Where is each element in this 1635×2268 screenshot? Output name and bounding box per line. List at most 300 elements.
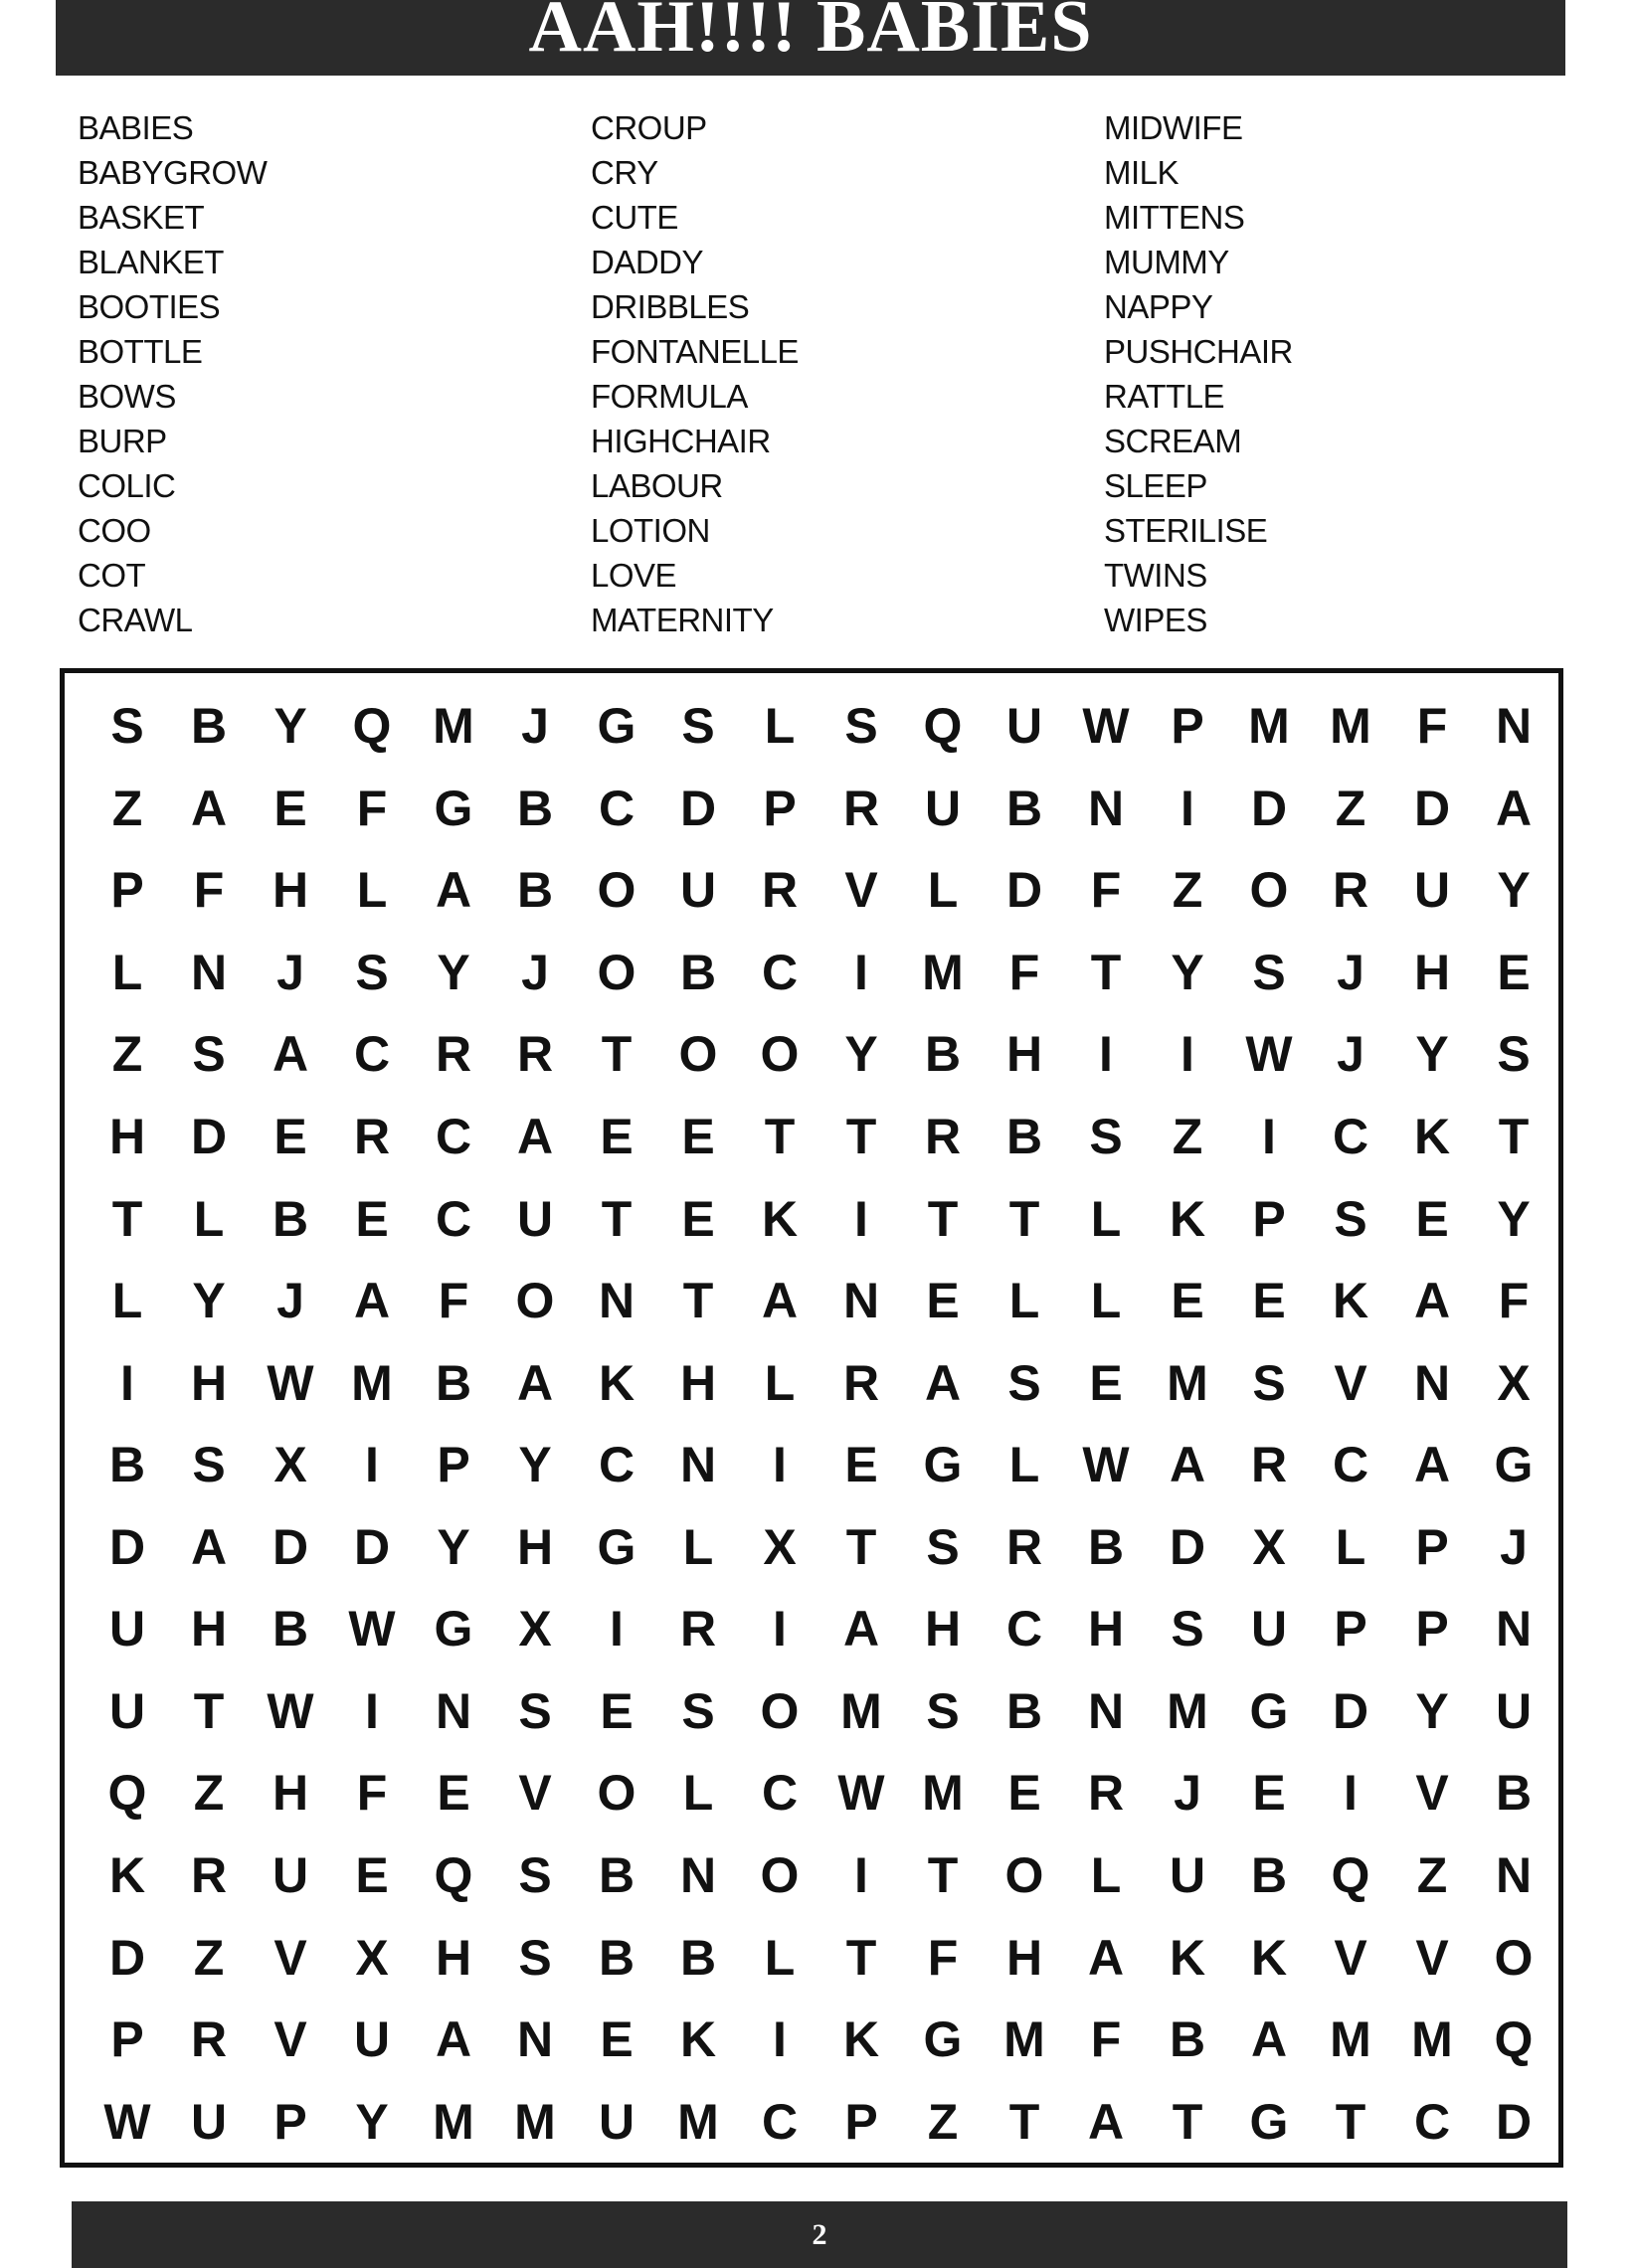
grid-letter[interactable]: H	[679, 1354, 717, 1411]
grid-letter[interactable]: M	[1003, 2011, 1045, 2068]
grid-letter[interactable]: H	[1005, 1026, 1043, 1083]
grid-letter[interactable]: A	[190, 1518, 228, 1575]
grid-letter[interactable]: A	[272, 1026, 309, 1083]
grid-letter[interactable]: O	[1494, 1929, 1534, 1986]
grid-letter[interactable]: B	[1250, 1847, 1288, 1904]
grid-letter[interactable]: B	[190, 698, 228, 755]
grid-letter[interactable]: K	[679, 2011, 717, 2068]
grid-letter[interactable]: C	[761, 2093, 799, 2150]
grid-letter[interactable]: L	[927, 862, 959, 919]
grid-letter[interactable]: Q	[923, 698, 963, 755]
grid-letter[interactable]: T	[1498, 1109, 1530, 1165]
grid-letter[interactable]: S	[926, 1682, 960, 1739]
grid-letter[interactable]: C	[353, 1026, 391, 1083]
grid-letter[interactable]: M	[677, 2093, 719, 2150]
grid-letter[interactable]: T	[845, 1929, 877, 1986]
grid-letter[interactable]: B	[108, 1437, 146, 1493]
grid-letter[interactable]: Z	[193, 1929, 225, 1986]
grid-letter[interactable]: B	[516, 780, 554, 836]
grid-letter[interactable]: H	[1087, 1601, 1125, 1657]
grid-letter[interactable]: S	[1334, 1190, 1367, 1247]
grid-letter[interactable]: U	[108, 1601, 146, 1657]
grid-letter[interactable]: D	[1005, 862, 1043, 919]
grid-letter[interactable]: G	[923, 1437, 963, 1493]
grid-letter[interactable]: O	[1004, 1847, 1044, 1904]
grid-letter[interactable]: W	[837, 1765, 885, 1822]
grid-letter[interactable]: I	[854, 1190, 868, 1247]
grid-letter[interactable]: Y	[1497, 862, 1531, 919]
grid-letter[interactable]: L	[1090, 1190, 1122, 1247]
grid-letter[interactable]: O	[597, 1765, 636, 1822]
grid-letter[interactable]: L	[682, 1765, 714, 1822]
grid-letter[interactable]: M	[433, 698, 474, 755]
grid-letter[interactable]: Y	[1171, 944, 1204, 1000]
grid-letter[interactable]: T	[601, 1190, 633, 1247]
grid-letter[interactable]: D	[272, 1518, 309, 1575]
grid-letter[interactable]: A	[190, 780, 228, 836]
grid-letter[interactable]: F	[193, 862, 225, 919]
grid-letter[interactable]: D	[190, 1109, 228, 1165]
grid-letter[interactable]: I	[1181, 780, 1194, 836]
grid-letter[interactable]: Z	[927, 2093, 959, 2150]
grid-letter[interactable]: Y	[844, 1026, 878, 1083]
grid-letter[interactable]: U	[1495, 1682, 1533, 1739]
grid-letter[interactable]: Y	[1497, 1190, 1531, 1247]
grid-letter[interactable]: E	[273, 780, 307, 836]
grid-letter[interactable]: I	[1181, 1026, 1194, 1083]
grid-letter[interactable]: L	[1090, 1273, 1122, 1329]
grid-letter[interactable]: B	[1087, 1518, 1125, 1575]
grid-letter[interactable]: V	[273, 1929, 307, 1986]
grid-letter[interactable]: R	[516, 1026, 554, 1083]
grid-letter[interactable]: S	[192, 1026, 226, 1083]
grid-letter[interactable]: Y	[355, 2093, 389, 2150]
grid-letter[interactable]: E	[1497, 944, 1531, 1000]
grid-letter[interactable]: J	[521, 698, 549, 755]
grid-letter[interactable]: B	[272, 1190, 309, 1247]
grid-letter[interactable]: P	[1334, 1601, 1367, 1657]
grid-letter[interactable]: M	[1248, 698, 1290, 755]
grid-letter[interactable]: Y	[1415, 1682, 1449, 1739]
grid-letter[interactable]: O	[678, 1026, 718, 1083]
grid-letter[interactable]: T	[601, 1026, 633, 1083]
grid-letter[interactable]: O	[760, 1847, 800, 1904]
grid-letter[interactable]: A	[1250, 2011, 1288, 2068]
grid-letter[interactable]: M	[1330, 2011, 1371, 2068]
grid-letter[interactable]: Q	[434, 1847, 473, 1904]
grid-letter[interactable]: C	[598, 780, 636, 836]
grid-letter[interactable]: J	[521, 944, 549, 1000]
grid-letter[interactable]: E	[1252, 1273, 1286, 1329]
grid-letter[interactable]: B	[1495, 1765, 1533, 1822]
grid-letter[interactable]: I	[854, 944, 868, 1000]
grid-letter[interactable]: E	[1089, 1354, 1123, 1411]
grid-letter[interactable]: G	[434, 780, 473, 836]
grid-letter[interactable]: D	[1169, 1518, 1206, 1575]
grid-letter[interactable]: K	[1332, 1273, 1369, 1329]
grid-letter[interactable]: B	[598, 1929, 636, 1986]
grid-letter[interactable]: Z	[111, 780, 143, 836]
grid-letter[interactable]: I	[365, 1437, 379, 1493]
grid-letter[interactable]: X	[1252, 1518, 1286, 1575]
grid-letter[interactable]: L	[1008, 1437, 1040, 1493]
grid-letter[interactable]: B	[435, 1354, 472, 1411]
grid-letter[interactable]: A	[842, 1601, 880, 1657]
grid-letter[interactable]: S	[1497, 1026, 1531, 1083]
grid-letter[interactable]: L	[1335, 1518, 1366, 1575]
grid-letter[interactable]: G	[1494, 1437, 1534, 1493]
grid-letter[interactable]: E	[437, 1765, 470, 1822]
grid-letter[interactable]: Y	[518, 1437, 552, 1493]
grid-letter[interactable]: A	[1413, 1273, 1451, 1329]
grid-letter[interactable]: E	[1415, 1190, 1449, 1247]
grid-letter[interactable]: N	[1495, 1847, 1533, 1904]
grid-letter[interactable]: J	[1174, 1765, 1201, 1822]
grid-letter[interactable]: R	[1005, 1518, 1043, 1575]
grid-letter[interactable]: M	[1167, 1682, 1208, 1739]
grid-letter[interactable]: S	[518, 1682, 552, 1739]
grid-letter[interactable]: Q	[1494, 2011, 1534, 2068]
grid-letter[interactable]: N	[1413, 1354, 1451, 1411]
grid-letter[interactable]: K	[1169, 1190, 1206, 1247]
grid-letter[interactable]: D	[1332, 1682, 1369, 1739]
grid-letter[interactable]: T	[764, 1109, 796, 1165]
grid-letter[interactable]: K	[1169, 1929, 1206, 1986]
grid-letter[interactable]: H	[924, 1601, 962, 1657]
grid-letter[interactable]: E	[355, 1847, 389, 1904]
grid-letter[interactable]: R	[435, 1026, 472, 1083]
grid-letter[interactable]: R	[1087, 1765, 1125, 1822]
grid-letter[interactable]: T	[682, 1273, 714, 1329]
grid-letter[interactable]: A	[1087, 1929, 1125, 1986]
grid-letter[interactable]: I	[1344, 1765, 1358, 1822]
grid-letter[interactable]: W	[103, 2093, 151, 2150]
grid-letter[interactable]: W	[348, 1601, 396, 1657]
grid-letter[interactable]: R	[761, 862, 799, 919]
grid-letter[interactable]: B	[598, 1847, 636, 1904]
grid-letter[interactable]: B	[679, 944, 717, 1000]
grid-letter[interactable]: T	[1172, 2093, 1203, 2150]
grid-letter[interactable]: G	[1249, 2093, 1289, 2150]
grid-letter[interactable]: S	[192, 1437, 226, 1493]
grid-letter[interactable]: E	[844, 1437, 878, 1493]
grid-letter[interactable]: X	[763, 1518, 797, 1575]
grid-letter[interactable]: I	[773, 2011, 787, 2068]
grid-letter[interactable]: Z	[1172, 862, 1203, 919]
grid-letter[interactable]: I	[365, 1682, 379, 1739]
grid-letter[interactable]: M	[922, 1765, 964, 1822]
grid-letter[interactable]: N	[679, 1437, 717, 1493]
grid-letter[interactable]: P	[1171, 698, 1204, 755]
grid-letter[interactable]: W	[1245, 1026, 1293, 1083]
grid-letter[interactable]: F	[927, 1929, 959, 1986]
grid-letter[interactable]: M	[1330, 698, 1371, 755]
grid-letter[interactable]: H	[435, 1929, 472, 1986]
grid-letter[interactable]: M	[351, 1354, 393, 1411]
grid-letter[interactable]: S	[110, 698, 144, 755]
grid-letter[interactable]: L	[764, 1929, 796, 1986]
grid-letter[interactable]: C	[435, 1109, 472, 1165]
grid-letter[interactable]: E	[681, 1109, 715, 1165]
grid-letter[interactable]: B	[679, 1929, 717, 1986]
grid-letter[interactable]: S	[355, 944, 389, 1000]
grid-letter[interactable]: T	[1008, 1190, 1040, 1247]
grid-letter[interactable]: S	[844, 698, 878, 755]
grid-letter[interactable]: L	[682, 1518, 714, 1575]
grid-letter[interactable]: T	[193, 1682, 225, 1739]
grid-letter[interactable]: H	[272, 1765, 309, 1822]
grid-letter[interactable]: R	[842, 780, 880, 836]
grid-letter[interactable]: L	[764, 1354, 796, 1411]
grid-letter[interactable]: A	[435, 862, 472, 919]
grid-letter[interactable]: E	[926, 1273, 960, 1329]
grid-letter[interactable]: S	[926, 1518, 960, 1575]
grid-letter[interactable]: B	[1005, 780, 1043, 836]
grid-letter[interactable]: L	[1090, 1847, 1122, 1904]
grid-letter[interactable]: D	[108, 1518, 146, 1575]
grid-letter[interactable]: F	[356, 1765, 388, 1822]
grid-letter[interactable]: Y	[192, 1273, 226, 1329]
grid-letter[interactable]: U	[679, 862, 717, 919]
grid-letter[interactable]: P	[1415, 1601, 1449, 1657]
grid-letter[interactable]: I	[1099, 1026, 1113, 1083]
grid-letter[interactable]: S	[681, 1682, 715, 1739]
grid-letter[interactable]: H	[1005, 1929, 1043, 1986]
grid-letter[interactable]: H	[190, 1601, 228, 1657]
grid-letter[interactable]: W	[1082, 1437, 1130, 1493]
grid-letter[interactable]: V	[1334, 1929, 1367, 1986]
grid-letter[interactable]: A	[516, 1354, 554, 1411]
grid-letter[interactable]: D	[353, 1518, 391, 1575]
grid-letter[interactable]: K	[1413, 1109, 1451, 1165]
grid-letter[interactable]: J	[1337, 944, 1364, 1000]
grid-letter[interactable]: V	[518, 1765, 552, 1822]
grid-letter[interactable]: J	[276, 1273, 304, 1329]
grid-letter[interactable]: I	[610, 1601, 624, 1657]
grid-letter[interactable]: F	[1008, 944, 1040, 1000]
grid-letter[interactable]: Z	[1416, 1847, 1448, 1904]
grid-letter[interactable]: E	[355, 1190, 389, 1247]
grid-letter[interactable]: L	[111, 1273, 143, 1329]
grid-letter[interactable]: V	[1415, 1929, 1449, 1986]
grid-letter[interactable]: P	[273, 2093, 307, 2150]
grid-letter[interactable]: K	[108, 1847, 146, 1904]
grid-letter[interactable]: N	[516, 2011, 554, 2068]
grid-letter[interactable]: Y	[437, 944, 470, 1000]
grid-letter[interactable]: E	[681, 1190, 715, 1247]
grid-letter[interactable]: I	[773, 1601, 787, 1657]
grid-letter[interactable]: I	[1262, 1109, 1276, 1165]
grid-letter[interactable]: M	[1167, 1354, 1208, 1411]
grid-letter[interactable]: B	[1005, 1682, 1043, 1739]
grid-letter[interactable]: U	[598, 2093, 636, 2150]
grid-letter[interactable]: M	[1411, 2011, 1453, 2068]
grid-letter[interactable]: N	[842, 1273, 880, 1329]
grid-letter[interactable]: A	[924, 1354, 962, 1411]
grid-letter[interactable]: T	[1335, 2093, 1366, 2150]
grid-letter[interactable]: O	[597, 862, 636, 919]
grid-letter[interactable]: V	[1334, 1354, 1367, 1411]
grid-letter[interactable]: M	[840, 1682, 882, 1739]
grid-letter[interactable]: L	[356, 862, 388, 919]
grid-letter[interactable]: I	[120, 1354, 134, 1411]
grid-letter[interactable]: U	[353, 2011, 391, 2068]
grid-letter[interactable]: L	[764, 698, 796, 755]
grid-letter[interactable]: Q	[1331, 1847, 1370, 1904]
grid-letter[interactable]: K	[1250, 1929, 1288, 1986]
grid-letter[interactable]: N	[1087, 1682, 1125, 1739]
grid-letter[interactable]: F	[438, 1273, 469, 1329]
grid-letter[interactable]: O	[515, 1273, 555, 1329]
grid-letter[interactable]: V	[844, 862, 878, 919]
grid-letter[interactable]: T	[111, 1190, 143, 1247]
grid-letter[interactable]: U	[272, 1847, 309, 1904]
grid-letter[interactable]: E	[600, 1682, 634, 1739]
grid-letter[interactable]: R	[1332, 862, 1369, 919]
grid-letter[interactable]: C	[761, 944, 799, 1000]
grid-letter[interactable]: E	[273, 1109, 307, 1165]
grid-letter[interactable]: P	[1252, 1190, 1286, 1247]
grid-letter[interactable]: Q	[352, 698, 392, 755]
grid-letter[interactable]: P	[763, 780, 797, 836]
grid-letter[interactable]: P	[844, 2093, 878, 2150]
grid-letter[interactable]: G	[434, 1601, 473, 1657]
grid-letter[interactable]: S	[681, 698, 715, 755]
grid-letter[interactable]: M	[433, 2093, 474, 2150]
grid-letter[interactable]: C	[598, 1437, 636, 1493]
grid-letter[interactable]: P	[437, 1437, 470, 1493]
grid-letter[interactable]: T	[1008, 2093, 1040, 2150]
grid-letter[interactable]: W	[267, 1354, 314, 1411]
grid-letter[interactable]: D	[1413, 780, 1451, 836]
grid-letter[interactable]: E	[600, 2011, 634, 2068]
grid-letter[interactable]: H	[272, 862, 309, 919]
grid-letter[interactable]: A	[1413, 1437, 1451, 1493]
grid-letter[interactable]: U	[1169, 1847, 1206, 1904]
grid-letter[interactable]: A	[761, 1273, 799, 1329]
grid-letter[interactable]: F	[356, 780, 388, 836]
grid-letter[interactable]: A	[353, 1273, 391, 1329]
grid-letter[interactable]: L	[1008, 1273, 1040, 1329]
grid-letter[interactable]: O	[760, 1682, 800, 1739]
grid-letter[interactable]: E	[600, 1109, 634, 1165]
grid-letter[interactable]: C	[1332, 1109, 1369, 1165]
grid-letter[interactable]: O	[1249, 862, 1289, 919]
grid-letter[interactable]: R	[1250, 1437, 1288, 1493]
grid-letter[interactable]: N	[1495, 698, 1533, 755]
grid-letter[interactable]: B	[1005, 1109, 1043, 1165]
grid-letter[interactable]: C	[1332, 1437, 1369, 1493]
grid-letter[interactable]: Z	[111, 1026, 143, 1083]
grid-letter[interactable]: Y	[1415, 1026, 1449, 1083]
grid-letter[interactable]: U	[108, 1682, 146, 1739]
grid-letter[interactable]: U	[1005, 698, 1043, 755]
grid-letter[interactable]: V	[273, 2011, 307, 2068]
grid-letter[interactable]: S	[1089, 1109, 1123, 1165]
grid-letter[interactable]: X	[273, 1437, 307, 1493]
grid-letter[interactable]: A	[1087, 2093, 1125, 2150]
grid-letter[interactable]: F	[1090, 2011, 1122, 2068]
grid-letter[interactable]: F	[1090, 862, 1122, 919]
grid-letter[interactable]: N	[435, 1682, 472, 1739]
grid-letter[interactable]: N	[1087, 780, 1125, 836]
grid-letter[interactable]: P	[110, 862, 144, 919]
grid-letter[interactable]: S	[1007, 1354, 1041, 1411]
grid-letter[interactable]: J	[276, 944, 304, 1000]
grid-letter[interactable]: B	[516, 862, 554, 919]
grid-letter[interactable]: G	[597, 1518, 636, 1575]
grid-letter[interactable]: G	[923, 2011, 963, 2068]
grid-letter[interactable]: B	[1169, 2011, 1206, 2068]
grid-letter[interactable]: F	[1498, 1273, 1530, 1329]
grid-letter[interactable]: Z	[193, 1765, 225, 1822]
grid-letter[interactable]: A	[516, 1109, 554, 1165]
grid-letter[interactable]: T	[1090, 944, 1122, 1000]
grid-letter[interactable]: L	[111, 944, 143, 1000]
grid-letter[interactable]: U	[516, 1190, 554, 1247]
grid-letter[interactable]: E	[1007, 1765, 1041, 1822]
grid-letter[interactable]: W	[1082, 698, 1130, 755]
grid-letter[interactable]: N	[190, 944, 228, 1000]
grid-letter[interactable]: T	[927, 1847, 959, 1904]
grid-letter[interactable]: W	[267, 1682, 314, 1739]
grid-letter[interactable]: E	[1252, 1765, 1286, 1822]
grid-letter[interactable]: C	[761, 1765, 799, 1822]
grid-letter[interactable]: M	[514, 2093, 556, 2150]
grid-letter[interactable]: U	[924, 780, 962, 836]
grid-letter[interactable]: A	[435, 2011, 472, 2068]
grid-letter[interactable]: D	[1495, 2093, 1533, 2150]
grid-letter[interactable]: S	[518, 1847, 552, 1904]
grid-letter[interactable]: I	[773, 1437, 787, 1493]
grid-letter[interactable]: K	[598, 1354, 636, 1411]
grid-letter[interactable]: C	[1005, 1601, 1043, 1657]
grid-letter[interactable]: H	[108, 1109, 146, 1165]
grid-letter[interactable]: R	[924, 1109, 962, 1165]
grid-letter[interactable]: X	[355, 1929, 389, 1986]
grid-letter[interactable]: S	[1171, 1601, 1204, 1657]
grid-letter[interactable]: N	[679, 1847, 717, 1904]
grid-letter[interactable]: T	[927, 1190, 959, 1247]
grid-letter[interactable]: J	[1500, 1518, 1528, 1575]
grid-letter[interactable]: B	[924, 1026, 962, 1083]
grid-letter[interactable]: G	[1249, 1682, 1289, 1739]
grid-letter[interactable]: R	[842, 1354, 880, 1411]
grid-letter[interactable]: M	[922, 944, 964, 1000]
grid-letter[interactable]: Z	[1172, 1109, 1203, 1165]
grid-letter[interactable]: B	[272, 1601, 309, 1657]
grid-letter[interactable]: K	[761, 1190, 799, 1247]
grid-letter[interactable]: D	[1250, 780, 1288, 836]
grid-letter[interactable]: P	[110, 2011, 144, 2068]
grid-letter[interactable]: A	[1169, 1437, 1206, 1493]
grid-letter[interactable]: U	[1413, 862, 1451, 919]
grid-letter[interactable]: K	[842, 2011, 880, 2068]
grid-letter[interactable]: J	[1337, 1026, 1364, 1083]
grid-letter[interactable]: D	[108, 1929, 146, 1986]
grid-letter[interactable]: Z	[1335, 780, 1366, 836]
grid-letter[interactable]: T	[845, 1518, 877, 1575]
grid-letter[interactable]: R	[190, 1847, 228, 1904]
grid-letter[interactable]: C	[1413, 2093, 1451, 2150]
grid-letter[interactable]: N	[598, 1273, 636, 1329]
grid-letter[interactable]: U	[1250, 1601, 1288, 1657]
grid-letter[interactable]: T	[845, 1109, 877, 1165]
grid-letter[interactable]: X	[518, 1601, 552, 1657]
grid-letter[interactable]: O	[760, 1026, 800, 1083]
grid-letter[interactable]: A	[1495, 780, 1533, 836]
grid-letter[interactable]: U	[190, 2093, 228, 2150]
